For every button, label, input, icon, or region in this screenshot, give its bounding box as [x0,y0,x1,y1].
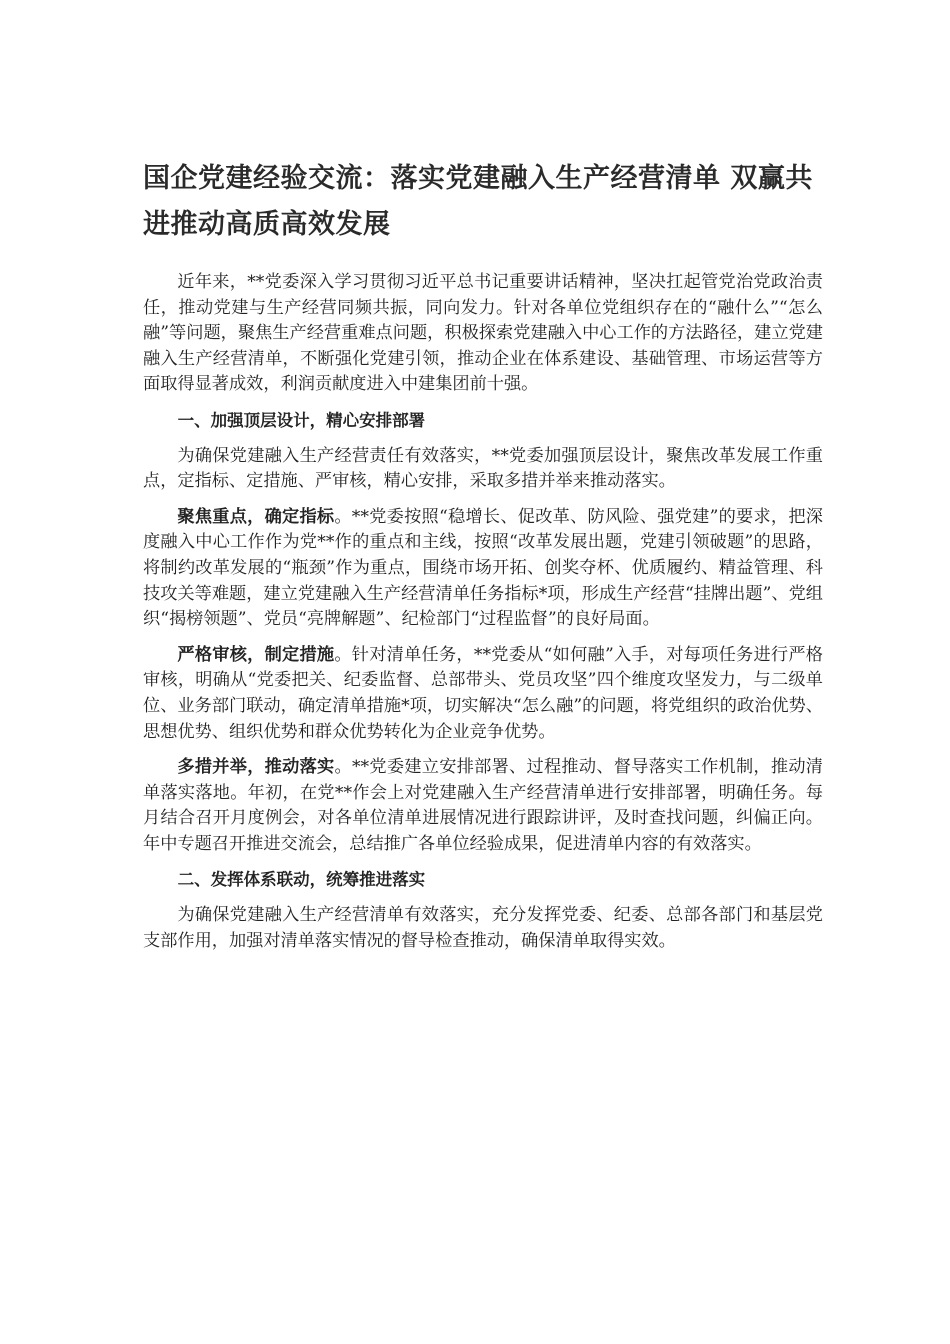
paragraph-body: 。**党委按照“稳增长、促改革、防风险、强党建”的要求，把深度融入中心工作作为党**作的重点和主线，按照“改革发展出题，党建引领破题”的思路，将制约改革发展的“瓶颈”作为重点，围绕市场开拓、创奖夺杯、优质履约、精益管理、科技攻关等难题，建立党建融入生产经营清单任务指标*项，形成生产经营“挂牌出题”、党组织“揭榜领题”、党员“亮牌解题”、纪检部门“过程监督”的良好局面。 [143,506,823,630]
section-1-heading: 一、加强顶层设计，精心安排部署 [177,410,426,430]
intro-paragraph: 近年来，**党委深入学习贯彻习近平总书记重要讲话精神，坚决扛起管党治党政治责任，推动党建与生产经营同频共振，同向发力。针对各单位党组织存在的“融什么”“怎么融”等问题，聚焦生产经营重难点问题，积极探索党建融入中心工作的方法路径，建立党建融入生产经营清单，不断强化党建引领，推动企业在体系建设、基础管理、市场运营等方面取得显著成效，利润贡献度进入中建集团前十强。 [143,272,823,395]
section-2-heading: 二、发挥体系联动，统筹推进落实 [177,870,426,890]
section-2-intro: 为确保党建融入生产经营清单有效落实，充分发挥党委、纪委、总部各部门和基层党支部作用，加强对清单落实情况的督导检查推动，确保清单取得实效。 [143,905,823,951]
document-title: 国企党建经验交流：落实党建融入生产经营清单 双赢共进推动高质高效发展 [143,163,813,240]
section-1-paragraph-2 [143,643,823,745]
section-1-intro: 为确保党建融入生产经营责任有效落实，**党委加强顶层设计，聚焦改革发展工作重点，定指标、定措施、严审核，精心安排，采取多措并举来推动落实。 [143,445,823,492]
section-1-paragraph-1 [143,505,823,633]
paragraph-body: 。针对清单任务，**党委从“如何融”入手，对每项任务进行严格审核，明确从“党委把关、纪委监督、总部带头、党员攻坚”四个维度攻坚发力，与二级单位、业务部门联动，确定清单措施*项，切实解决“怎么融”的问题，将党组织的政治优势、思想优势、组织优势和群众优势转化为企业竞争优势。 [143,644,823,742]
paragraph-lead: 聚焦重点，确定指标 [177,506,335,527]
paragraph-lead: 严格审核，制定措施 [177,644,335,665]
paragraph-lead: 多措并举，推动落实 [177,757,335,778]
section-1-paragraph-3 [143,755,823,857]
paragraph-body: 。**党委建立安排部署、过程推动、督导落实工作机制，推动清单落实落地。年初，在党**作会上对党建融入生产经营清单进行安排部署，明确任务。每月结合召开月度例会，对各单位清单进展情况进行跟踪讲评，及时查找问题，纠偏正向。年中专题召开推进交流会，总结推广各单位经验成果，促进清单内容的有效落实。 [143,757,823,854]
document-page [143,156,823,964]
